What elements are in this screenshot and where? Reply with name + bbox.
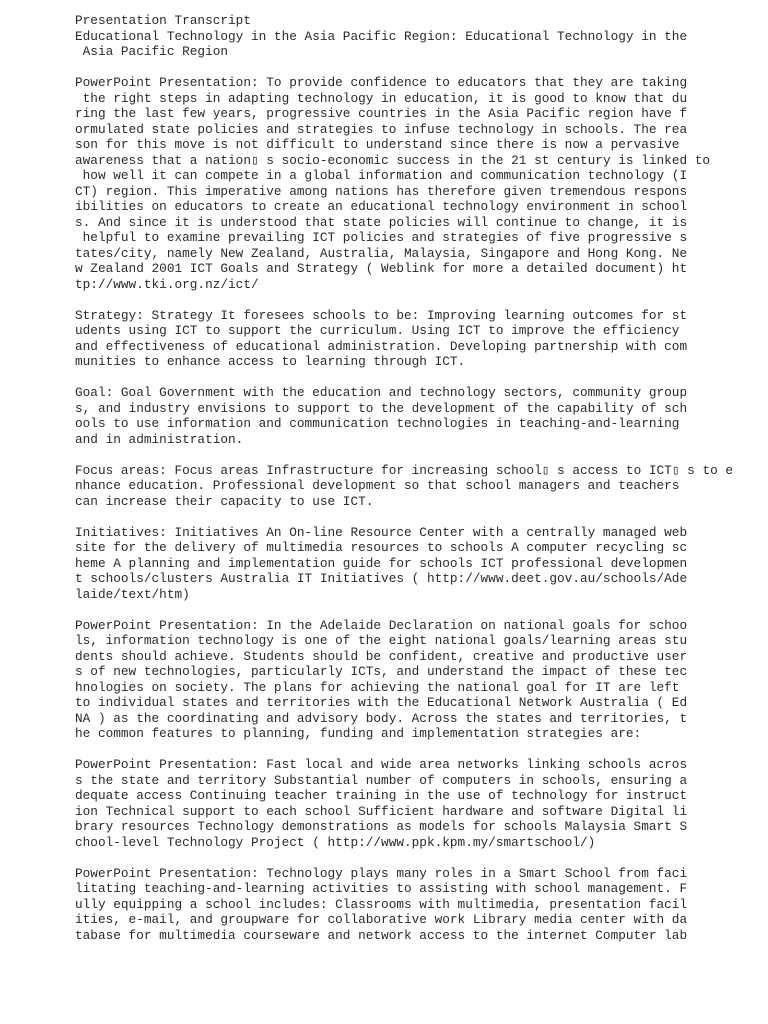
text-line: PowerPoint Presentation: To provide confidence to educators that they are taking bbox=[75, 75, 688, 90]
text-line: s. And since it is understood that state policies will continue to change, it is bbox=[75, 214, 688, 230]
paragraph-spacer bbox=[75, 447, 755, 463]
text-line: dequate access Continuing teacher training in the use of technology for instruct bbox=[75, 788, 688, 803]
text-line: chool-level Technology Project ( http://www.ppk.kpm.my/smartschool/) bbox=[75, 834, 596, 850]
text-line: ion Technical support to each school Sufficient hardware and software Digital li bbox=[75, 803, 688, 819]
text-line: tabase for multimedia courseware and network access to the internet Computer lab bbox=[75, 927, 688, 943]
transcript-paragraph bbox=[75, 463, 755, 510]
transcript-paragraph bbox=[75, 866, 755, 944]
transcript-paragraph bbox=[75, 308, 755, 370]
text-line: helpful to examine prevailing ICT policies and strategies of five progressive s bbox=[75, 230, 688, 245]
text-line: munities to enhance access to learning through ICT. bbox=[75, 354, 466, 369]
text-line: t schools/clusters Australia IT Initiatives ( http://www.deet.gov.au/schools/Ade bbox=[75, 571, 688, 586]
text-line: s, and industry envisions to support to the development of the capability of sch bbox=[75, 400, 688, 416]
text-line: laide/text/htm) bbox=[75, 586, 190, 602]
text-line: how well it can compete in a global information and communication technology (I bbox=[75, 168, 688, 183]
paragraph-spacer bbox=[75, 602, 755, 618]
text-line: Initiatives: Initiatives An On-line Resource Center with a centrally managed web bbox=[75, 524, 688, 540]
transcript-paragraph bbox=[75, 757, 755, 850]
text-line: ls, information technology is one of the eight national goals/learning areas stu bbox=[75, 633, 688, 648]
transcript-document bbox=[75, 13, 755, 943]
paragraph-spacer bbox=[75, 742, 755, 758]
text-line: heme A planning and implementation guide for schools ICT professional developmen bbox=[75, 555, 688, 571]
paragraph-spacer bbox=[75, 850, 755, 866]
text-line: PowerPoint Presentation: In the Adelaide Declaration on national goals for schoo bbox=[75, 617, 688, 633]
text-line: the right steps in adapting technology in education, it is good to know that du bbox=[75, 90, 688, 106]
text-line: CT) region. This imperative among nations has therefore given tremendous respons bbox=[75, 183, 688, 199]
text-line: nhance education. Professional development so that school managers and teachers bbox=[75, 478, 680, 493]
text-line: Educational Technology in the Asia Pacific Region: Educational Technology in the bbox=[75, 28, 688, 44]
paragraph-spacer bbox=[75, 509, 755, 525]
paragraph-spacer bbox=[75, 370, 755, 386]
text-line: can increase their capacity to use ICT. bbox=[75, 493, 374, 509]
text-line: and effectiveness of educational administration. Developing partnership with com bbox=[75, 338, 688, 354]
text-line: ibilities on educators to create an educational technology environment in school bbox=[75, 199, 688, 214]
text-line: dents should achieve. Students should be confident, creative and productive user bbox=[75, 648, 688, 664]
text-line: Focus areas: Focus areas Infrastructure for increasing school▯ s access to ICT▯ s to e bbox=[75, 462, 734, 478]
text-line: ools to use information and communication technologies in teaching-and-learning bbox=[75, 416, 680, 431]
text-line: ities, e-mail, and groupware for collaborative work Library media center with da bbox=[75, 912, 688, 927]
text-line: ring the last few years, progressive countries in the Asia Pacific region have f bbox=[75, 106, 688, 121]
paragraph-spacer bbox=[75, 60, 755, 76]
transcript-paragraph bbox=[75, 75, 755, 292]
text-line: Presentation Transcript bbox=[75, 13, 251, 28]
text-line: Asia Pacific Region bbox=[75, 44, 229, 59]
text-line: site for the delivery of multimedia resources to schools A computer recycling sc bbox=[75, 540, 688, 555]
text-line: and in administration. bbox=[75, 431, 244, 447]
text-line: tates/city, namely New Zealand, Australia, Malaysia, Singapore and Hong Kong. Ne bbox=[75, 245, 688, 261]
text-line: s of new technologies, particularly ICTs, and understand the impact of these tec bbox=[75, 664, 688, 679]
transcript-paragraph bbox=[75, 385, 755, 447]
text-line: Goal: Goal Government with the education and technology sectors, community group bbox=[75, 385, 688, 400]
text-line: NA ) as the coordinating and advisory body. Across the states and territories, t bbox=[75, 710, 688, 726]
text-line: w Zealand 2001 ICT Goals and Strategy ( Weblink for more a detailed document) ht bbox=[75, 261, 688, 276]
text-line: ully equipping a school includes: Classrooms with multimedia, presentation facil bbox=[75, 896, 688, 912]
text-line: to individual states and territories with the Educational Network Australia ( Ed bbox=[75, 695, 688, 710]
transcript-paragraph bbox=[75, 618, 755, 742]
transcript-paragraph bbox=[75, 525, 755, 603]
text-line: Strategy: Strategy It foresees schools to be: Improving learning outcomes for st bbox=[75, 307, 688, 323]
text-line: ormulated state policies and strategies to infuse technology in schools. The rea bbox=[75, 121, 688, 137]
text-line: PowerPoint Presentation: Fast local and wide area networks linking schools acros bbox=[75, 757, 688, 772]
text-line: tp://www.tki.org.nz/ict/ bbox=[75, 276, 259, 292]
text-line: hnologies on society. The plans for achieving the national goal for IT are left bbox=[75, 679, 680, 695]
text-line: son for this move is not difficult to understand since there is now a pervasive bbox=[75, 137, 680, 152]
paragraph-spacer bbox=[75, 292, 755, 308]
text-line: s the state and territory Substantial number of computers in schools, ensuring a bbox=[75, 772, 688, 788]
text-line: brary resources Technology demonstrations as models for schools Malaysia Smart S bbox=[75, 819, 688, 834]
text-line: PowerPoint Presentation: Technology plays many roles in a Smart School from faci bbox=[75, 865, 688, 881]
text-line: he common features to planning, funding and implementation strategies are: bbox=[75, 726, 642, 741]
transcript-paragraph bbox=[75, 13, 755, 60]
text-line: awareness that a nation▯ s socio-economic success in the 21 st century is linked to bbox=[75, 152, 711, 168]
text-line: litating teaching-and-learning activities to assisting with school management. F bbox=[75, 881, 688, 896]
text-line: udents using ICT to support the curriculum. Using ICT to improve the efficiency bbox=[75, 323, 680, 338]
